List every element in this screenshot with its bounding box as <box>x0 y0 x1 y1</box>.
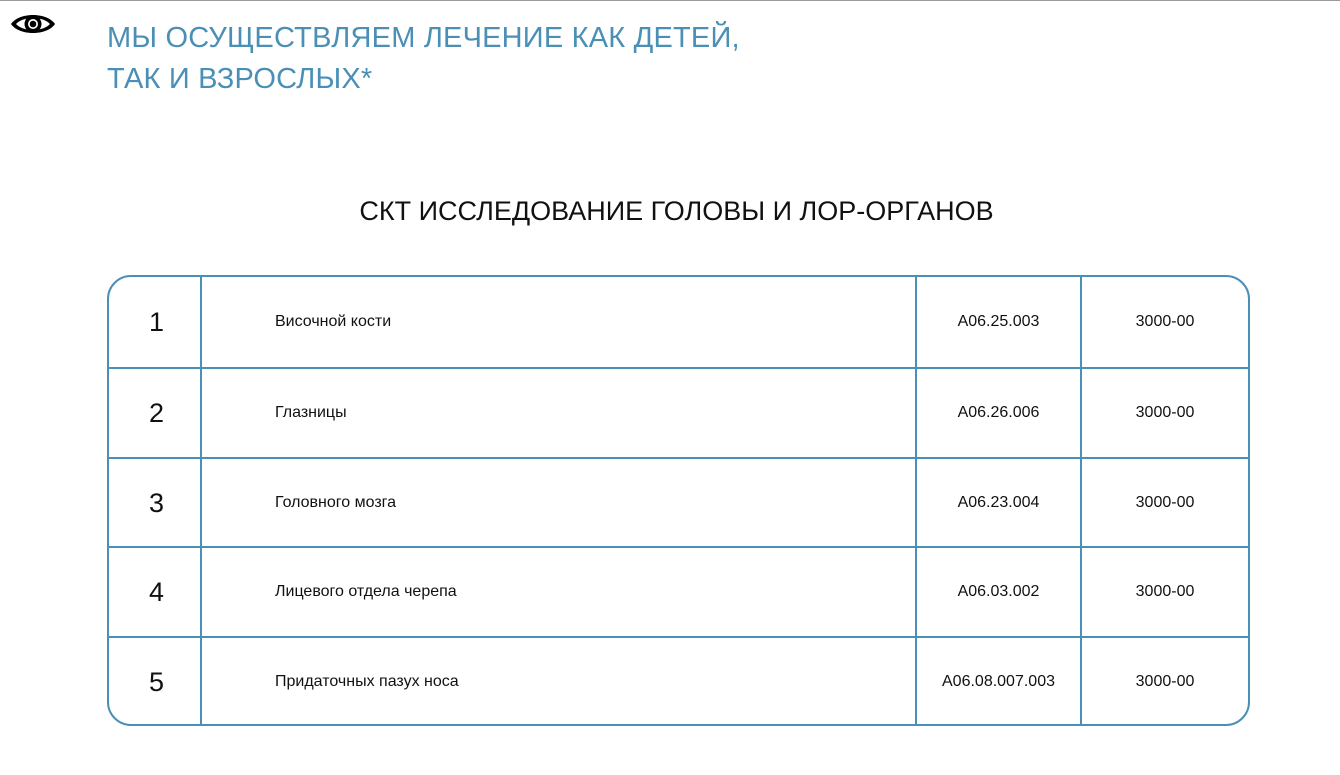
row-number: 4 <box>148 576 165 607</box>
service-code: А06.23.004 <box>915 459 1080 547</box>
service-name: Придаточных пазух носа <box>200 638 915 726</box>
service-code: А06.08.007.003 <box>915 638 1080 726</box>
service-price: 3000-00 <box>1080 459 1248 547</box>
service-code: А06.25.003 <box>915 277 1080 367</box>
row-number: 2 <box>148 397 165 428</box>
price-table <box>107 275 1250 726</box>
section-title: СКТ ИССЛЕДОВАНИЕ ГОЛОВЫ И ЛОР-ОРГАНОВ <box>359 196 994 226</box>
service-name: Лицевого отдела черепа <box>200 548 915 636</box>
service-name: Головного мозга <box>200 459 915 547</box>
service-price: 3000-00 <box>1080 277 1248 367</box>
service-name: Глазницы <box>200 369 915 457</box>
service-price: 3000-00 <box>1080 638 1248 726</box>
row-number: 3 <box>148 487 165 518</box>
row-number: 1 <box>148 306 165 337</box>
eye-icon <box>9 9 57 39</box>
headline <box>107 18 740 100</box>
table-row <box>109 367 1248 457</box>
accessibility-toggle[interactable] <box>9 9 57 39</box>
service-name: Височной кости <box>200 277 915 367</box>
headline-line-1: МЫ ОСУЩЕСТВЛЯЕМ ЛЕЧЕНИЕ КАК ДЕТЕЙ, <box>107 22 740 54</box>
table-row <box>109 457 1248 547</box>
row-number: 5 <box>148 666 165 697</box>
table-row <box>109 546 1248 636</box>
service-price: 3000-00 <box>1080 369 1248 457</box>
service-price: 3000-00 <box>1080 548 1248 636</box>
table-row <box>109 636 1248 726</box>
service-code: А06.03.002 <box>915 548 1080 636</box>
table-row <box>109 277 1248 367</box>
top-divider <box>0 0 1340 1</box>
headline-line-2: ТАК И ВЗРОСЛЫХ* <box>107 63 373 95</box>
service-code: А06.26.006 <box>915 369 1080 457</box>
